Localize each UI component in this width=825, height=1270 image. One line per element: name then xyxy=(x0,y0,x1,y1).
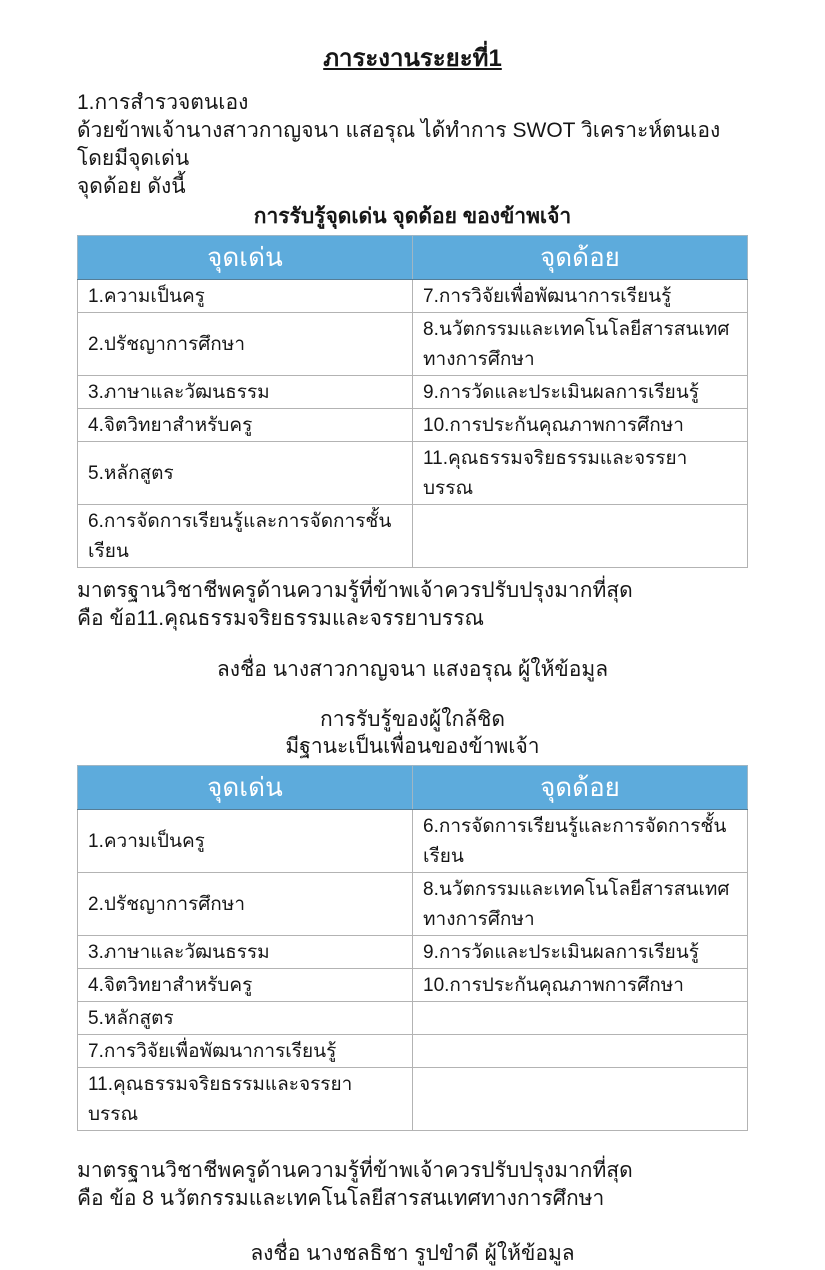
strengths-column-header: จุดเด่น xyxy=(78,766,413,810)
table-cell: 7.การวิจัยเพื่อพัฒนาการเรียนรู้ xyxy=(78,1035,413,1068)
section2-note xyxy=(77,1157,748,1213)
table-cell: 7.การวิจัยเพื่อพัฒนาการเรียนรู้ xyxy=(413,280,748,313)
table-cell: 10.การประกันคุณภาพการศึกษา xyxy=(413,409,748,442)
self-swot-table-head xyxy=(78,236,748,280)
table-cell: 1.ความเป็นครู xyxy=(78,280,413,313)
table-cell: 11.คุณธรรมจริยธรรมและจรรยาบรรณ xyxy=(78,1068,413,1131)
table-cell: 5.หลักสูตร xyxy=(78,1002,413,1035)
table-cell: 4.จิตวิทยาสำหรับครู xyxy=(78,969,413,1002)
table-cell: 5.หลักสูตร xyxy=(78,442,413,505)
note-line: มาตรฐานวิชาชีพครูด้านความรู้ที่ข้าพเจ้าควรปรับปรุงมากที่สุด xyxy=(77,1159,633,1182)
table-header-row xyxy=(78,236,748,280)
table-row xyxy=(78,936,748,969)
signature-2: ลงชื่อ นางชลธิชา รูปขำดี ผู้ให้ข้อมูล xyxy=(250,1242,575,1265)
peer-swot-table-body xyxy=(78,810,748,1131)
table-cell: 3.ภาษาและวัฒนธรรม xyxy=(78,376,413,409)
weaknesses-column-header: จุดด้อย xyxy=(413,236,748,280)
table-cell: 8.นวัตกรรมและเทคโนโลยีสารสนเทศทางการศึกษา xyxy=(413,313,748,376)
signature-1: ลงชื่อ นางสาวกาญจนา แสงอรุณ ผู้ให้ข้อมูล xyxy=(216,658,609,681)
table-cell: 10.การประกันคุณภาพการศึกษา xyxy=(413,969,748,1002)
table-row xyxy=(78,810,748,873)
table-cell: 6.การจัดการเรียนรู้และการจัดการชั้นเรียน xyxy=(413,810,748,873)
note-line: คือ ข้อ 8 นวัตกรรมและเทคโนโลยีสารสนเทศทางการศึกษา xyxy=(77,1187,605,1210)
table-cell: 2.ปรัชญาการศึกษา xyxy=(78,313,413,376)
table-cell: 9.การวัดและประเมินผลการเรียนรู้ xyxy=(413,376,748,409)
table-cell: 3.ภาษาและวัฒนธรรม xyxy=(78,936,413,969)
table-cell: 2.ปรัชญาการศึกษา xyxy=(78,873,413,936)
self-swot-table-body xyxy=(78,280,748,568)
page-title: ภาระงานระยะที่1 xyxy=(323,45,502,72)
section2-caption-line-2: มีฐานะเป็นเพื่อนของข้าพเจ้า xyxy=(285,735,540,758)
note-line: คือ ข้อ11.คุณธรรมจริยธรรมและจรรยาบรรณ xyxy=(77,607,484,630)
table-row xyxy=(78,1002,748,1035)
table-cell xyxy=(413,1002,748,1035)
table-row xyxy=(78,376,748,409)
table-cell xyxy=(413,1068,748,1131)
peer-swot-table xyxy=(77,765,748,1131)
intro-heading: 1.การสำรวจตนเอง xyxy=(77,91,249,114)
section2-caption-line-1: การรับรู้ของผู้ใกล้ชิด xyxy=(320,708,505,731)
table-row xyxy=(78,313,748,376)
table-row xyxy=(78,442,748,505)
table-row xyxy=(78,505,748,568)
table1-caption: การรับรู้จุดเด่น จุดด้อย ของข้าพเจ้า xyxy=(253,205,572,228)
intro-text-line-1: ด้วยข้าพเจ้านางสาวกาญจนา แสอรุณ ได้ทำการ SWOT วิเคราะห์ตนเองโดยมีจุดเด่น xyxy=(77,119,721,170)
table-cell: 9.การวัดและประเมินผลการเรียนรู้ xyxy=(413,936,748,969)
strengths-column-header: จุดเด่น xyxy=(78,236,413,280)
intro-text-line-2: จุดด้อย ดังนี้ xyxy=(77,175,186,198)
table-cell: 6.การจัดการเรียนรู้และการจัดการชั้นเรียน xyxy=(78,505,413,568)
document-content xyxy=(77,38,748,1270)
table-row xyxy=(78,873,748,936)
table-row xyxy=(78,1035,748,1068)
table-row xyxy=(78,280,748,313)
note-line: มาตรฐานวิชาชีพครูด้านความรู้ที่ข้าพเจ้าควรปรับปรุงมากที่สุด xyxy=(77,579,633,602)
peer-swot-table-head xyxy=(78,766,748,810)
self-swot-table xyxy=(77,235,748,568)
table-header-row xyxy=(78,766,748,810)
weaknesses-column-header: จุดด้อย xyxy=(413,766,748,810)
table-cell xyxy=(413,505,748,568)
table-row xyxy=(78,1068,748,1131)
table-row xyxy=(78,969,748,1002)
table-row xyxy=(78,409,748,442)
table-cell: 4.จิตวิทยาสำหรับครู xyxy=(78,409,413,442)
table-cell: 11.คุณธรรมจริยธรรมและจรรยาบรรณ xyxy=(413,442,748,505)
table-cell: 1.ความเป็นครู xyxy=(78,810,413,873)
table-cell: 8.นวัตกรรมและเทคโนโลยีสารสนเทศทางการศึกษา xyxy=(413,873,748,936)
section1-note xyxy=(77,577,748,633)
table-cell xyxy=(413,1035,748,1068)
